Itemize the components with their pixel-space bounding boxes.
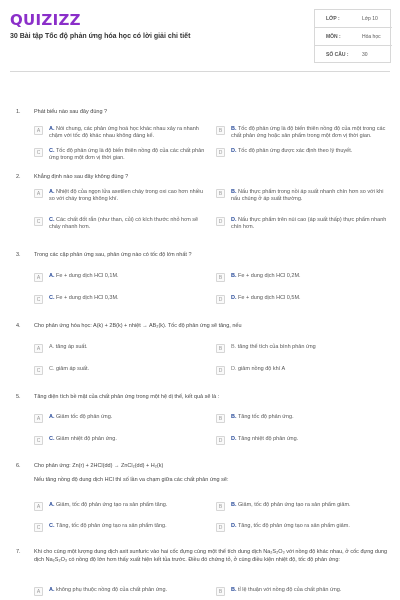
option-body: giảm áp suất. <box>56 366 90 372</box>
option-prefix: B. <box>231 273 237 279</box>
option-prefix: C. <box>49 436 55 442</box>
option-body: Tăng, tốc độ phản ứng tạo ra sản phẩm tăng. <box>55 523 167 529</box>
question-number: 5. <box>16 394 21 400</box>
option-prefix: C. <box>49 366 55 372</box>
option-prefix: A. <box>49 502 55 508</box>
option-prefix: B. <box>231 126 237 132</box>
option-text <box>231 414 389 421</box>
option-text <box>49 587 207 594</box>
option-letter-badge: B <box>216 189 225 198</box>
option-text <box>231 295 389 302</box>
option-prefix: A. <box>49 126 55 132</box>
option-letter-badge: B <box>216 414 225 423</box>
option-body: tăng thể tích của bình phản ứng <box>237 344 316 350</box>
question-text: Trong các cặp phản ứng sau, phản ứng nào có tốc độ lớn nhất ? <box>34 252 192 258</box>
option-prefix: C. <box>49 295 55 301</box>
option-body: Tốc độ phản ứng là độ biến thiên nồng độ của một trong các chất phản ứng hoặc sản phẩm trong một đơn vị thời gian. <box>231 126 386 140</box>
option-prefix: D. <box>231 436 237 442</box>
option-body: Các chất đốt rắn (như than, củi) có kích thước nhỏ hơn sẽ cháy nhanh hơn. <box>49 217 199 231</box>
option-letter-badge: B <box>216 502 225 511</box>
option-text <box>49 273 207 280</box>
option-letter-badge: A <box>34 344 43 353</box>
option-letter-badge: A <box>34 414 43 423</box>
option-letter-badge: D <box>216 436 225 445</box>
option-body: tỉ lệ thuận với nồng độ của chất phản ứng. <box>238 587 342 593</box>
option-prefix: D. <box>231 148 237 154</box>
option-letter-badge: A <box>34 273 43 282</box>
header-divider <box>10 71 390 72</box>
option-letter-badge: C <box>34 148 43 157</box>
question-number: 4. <box>16 323 21 329</box>
question-number: 1. <box>16 109 21 115</box>
option-letter-badge: B <box>216 344 225 353</box>
option-letter-badge: A <box>34 502 43 511</box>
option-prefix: B. <box>231 414 237 420</box>
question-number: 3. <box>16 252 21 258</box>
option-body: Tăng nhiệt độ phản ứng. <box>237 436 299 442</box>
option-letter-badge: D <box>216 148 225 157</box>
option-prefix: A. <box>49 344 55 350</box>
option-text <box>231 436 389 443</box>
question-number: 2. <box>16 174 21 180</box>
option-letter-badge: C <box>34 217 43 226</box>
meta-value: Lớp 10 <box>362 16 378 22</box>
option-prefix: C. <box>49 523 55 529</box>
option-letter-badge: C <box>34 366 43 375</box>
option-letter-badge: C <box>34 523 43 532</box>
option-text <box>49 366 207 373</box>
meta-value: Hóa học <box>362 34 381 40</box>
option-body: Giảm nhiệt độ phản ứng. <box>56 436 117 442</box>
question-number: 6. <box>16 463 21 469</box>
option-prefix: D. <box>231 217 237 223</box>
option-text <box>49 414 207 421</box>
option-prefix: A. <box>49 273 55 279</box>
option-body: Nói chung, các phản ứng hoá học khác nhau xảy ra nhanh chậm với tốc độ khác nhau không đáng kể. <box>49 126 199 140</box>
option-body: Giảm tốc độ phản ứng. <box>56 414 113 420</box>
option-body: Tăng tốc độ phản ứng. <box>237 414 294 420</box>
document-title: 30 Bài tập Tốc độ phản ứng hóa học có lời giải chi tiết <box>10 33 191 40</box>
option-text <box>231 273 389 280</box>
meta-key: SỐ CÂU : <box>326 52 349 58</box>
option-text <box>231 523 389 530</box>
option-letter-badge: A <box>34 126 43 135</box>
option-letter-badge: B <box>216 273 225 282</box>
option-body: Nấu thực phẩm trên núi cao (áp suất thấp) thực phẩm nhanh chín hơn. <box>231 217 387 231</box>
option-prefix: B. <box>231 502 237 508</box>
option-prefix: C. <box>49 217 55 223</box>
option-text <box>231 344 389 351</box>
meta-row-subject <box>315 28 392 46</box>
option-body: Giảm, tốc độ phản ứng tạo ra sản phẩm giảm. <box>238 502 351 508</box>
option-prefix: A. <box>49 189 55 195</box>
option-letter-badge: D <box>216 295 225 304</box>
option-body: Fe + dung dịch HCl 0,2M. <box>238 273 301 279</box>
option-prefix: A. <box>49 414 55 420</box>
option-letter-badge: C <box>34 295 43 304</box>
option-prefix: D. <box>231 523 237 529</box>
option-body: giảm nồng độ khí A <box>238 366 286 372</box>
option-prefix: B. <box>231 587 237 593</box>
option-text <box>49 189 207 203</box>
option-body: không phụ thuộc nồng độ của chất phản ứng. <box>56 587 168 593</box>
quizizz-logo: QUIZIZZ <box>10 11 81 29</box>
meta-value: 30 <box>362 52 368 58</box>
option-text <box>49 295 207 302</box>
option-text <box>49 344 207 351</box>
option-text <box>231 217 389 231</box>
option-prefix: B. <box>231 344 237 350</box>
option-body: Tăng, tốc độ phản ứng tạo ra sản phẩm giảm. <box>237 523 350 529</box>
question-text: Khi cho cùng một lượng dung dịch axit sunfuric vào hai cốc đựng cùng một thể tích dung dịch Na₂S₂O₃ với nồng độ khác nhau, ở cốc đựng dung dịch Na₂S₂O₃ có nồng độ lớn hơn thấy xuất hiện kết tủa trước. Điều đó chứng tỏ, ở cùng điều kiện nhiệt độ, tốc độ phản ứng: <box>34 549 388 563</box>
option-letter-badge: B <box>216 587 225 596</box>
meta-row-count <box>315 46 392 64</box>
meta-row-class <box>315 10 392 28</box>
question-text: Cho phản ứng hóa học: A(k) + 2B(k) + nhiệt → AB₂(k). Tốc độ phản ứng sẽ tăng, nếu <box>34 323 242 329</box>
question-subtext: Nếu tăng nồng độ dung dịch HCl thì số lần va chạm giữa các chất phản ứng sẽ: <box>34 477 229 483</box>
meta-info-box <box>314 9 391 63</box>
option-text <box>231 189 389 203</box>
option-text <box>231 587 389 594</box>
option-letter-badge: B <box>216 126 225 135</box>
document-header <box>0 0 400 72</box>
option-body: tăng áp suất. <box>55 344 88 350</box>
option-text <box>231 148 389 155</box>
option-prefix: A. <box>49 587 55 593</box>
question-text: Tăng diện tích bề mặt của chất phản ứng trong một hệ dị thể, kết quả sẽ là : <box>34 394 220 400</box>
option-prefix: D. <box>231 366 237 372</box>
question-number: 7. <box>16 549 21 555</box>
option-text <box>49 502 207 509</box>
question-text: Khẳng định nào sau đây không đúng ? <box>34 174 129 180</box>
option-body: Tốc độ phản ứng là độ biến thiên nồng độ của các chất phản ứng trong một đơn vị thời gian. <box>49 148 205 162</box>
option-body: Nhiệt độ của ngọn lửa axetilen cháy trong oxi cao hơn nhiều so với cháy trong không khí. <box>49 189 204 203</box>
option-text <box>49 523 207 530</box>
option-letter-badge: D <box>216 523 225 532</box>
question-text: Phát biểu nào sau đây đúng ? <box>34 109 108 115</box>
meta-key: MÔN : <box>326 34 341 40</box>
option-letter-badge: A <box>34 587 43 596</box>
option-body: Fe + dung dịch HCl 0,5M. <box>238 295 301 301</box>
option-text <box>231 366 389 373</box>
option-text <box>49 436 207 443</box>
option-prefix: D. <box>231 295 237 301</box>
option-text <box>49 217 207 231</box>
option-letter-badge: A <box>34 189 43 198</box>
option-text <box>49 126 207 140</box>
option-body: Fe + dung dịch HCl 0,3M. <box>56 295 119 301</box>
option-letter-badge: C <box>34 436 43 445</box>
meta-key: LỚP : <box>326 16 340 22</box>
option-prefix: C. <box>49 148 55 154</box>
option-text <box>231 126 389 140</box>
option-prefix: B. <box>231 189 237 195</box>
option-body: Tốc độ phản ứng được xác định theo lý thuyết. <box>237 148 353 154</box>
option-body: Nấu thực phẩm trong nồi áp suất nhanh chín hơn so với khi nấu chúng ở áp suất thường. <box>231 189 384 203</box>
option-letter-badge: D <box>216 217 225 226</box>
question-text: Cho phản ứng: Zn(r) + 2HCl(dd) → ZnCl₂(dd) + H₂(k) <box>34 463 164 469</box>
option-body: Fe + dung dịch HCl 0,1M. <box>56 273 119 279</box>
option-body: Giảm, tốc độ phản ứng tạo ra sản phẩm tăng. <box>56 502 168 508</box>
option-letter-badge: D <box>216 366 225 375</box>
option-text <box>49 148 207 162</box>
option-text <box>231 502 389 509</box>
